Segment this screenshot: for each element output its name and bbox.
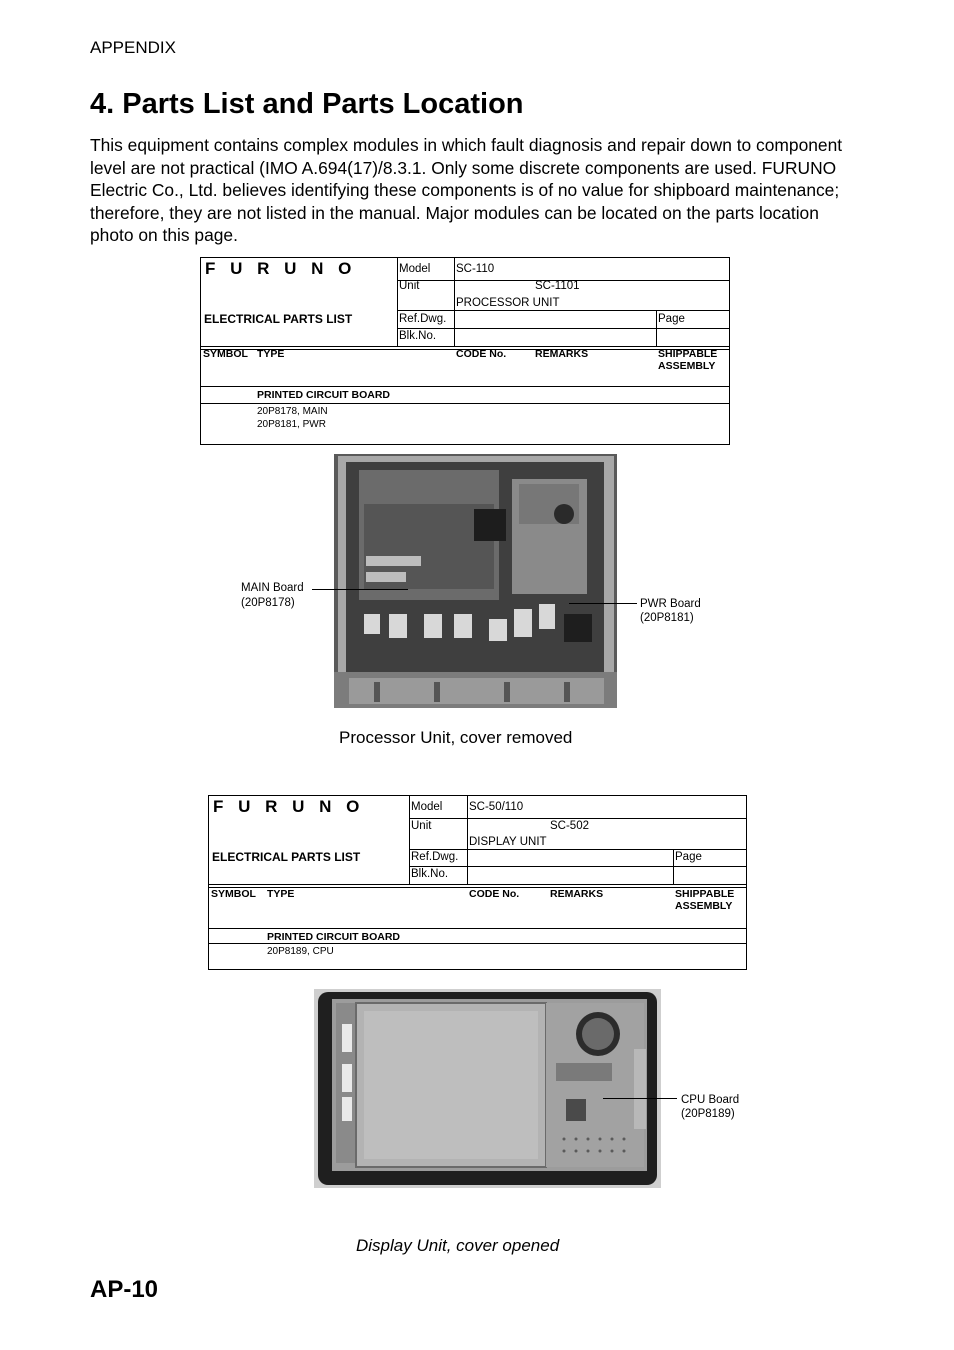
col-type: TYPE: [267, 888, 295, 900]
pcb-section-label: PRINTED CIRCUIT BOARD: [257, 389, 390, 401]
parts-list-heading: ELECTRICAL PARTS LIST: [204, 312, 353, 326]
col-shippable: SHIPPABLE: [658, 348, 718, 360]
display-unit-photo: [314, 989, 661, 1188]
page-title: 4. Parts List and Parts Location: [90, 88, 524, 120]
pwr-board-code: (20P8181): [640, 612, 694, 624]
section-header: APPENDIX: [90, 38, 176, 57]
list-item: 20P8181, PWR: [257, 419, 326, 430]
list-item: 20P8178, MAIN: [257, 406, 328, 417]
intro-paragraph: This equipment contains complex modules in which fault diagnosis and repair down to component level are not practical (IMO A.694(17)/8.3.1. Only some discrete components are used. FURUNO Electric Co., Ltd. believes identifying these components is of no value for shipboard maintenance; therefore, they are not listed in the manual. Major modules can be located on the parts location photo on this page.: [90, 135, 843, 246]
col-assembly: ASSEMBLY: [658, 360, 716, 372]
col-code: CODE No.: [456, 348, 507, 360]
col-code: CODE No.: [469, 888, 520, 900]
page-label: Page: [658, 313, 685, 325]
display-unit-illustration: [314, 989, 661, 1188]
processor-unit-photo: [334, 454, 617, 708]
processor-unit-caption: Processor Unit, cover removed: [339, 728, 573, 747]
col-symbol: SYMBOL: [203, 348, 248, 360]
unit-code: SC-502: [550, 820, 589, 832]
parts-list-table-display: [208, 795, 747, 970]
col-symbol: SYMBOL: [211, 888, 256, 900]
display-unit-caption: Display Unit, cover opened: [356, 1236, 560, 1255]
unit-name: PROCESSOR UNIT: [456, 297, 560, 309]
processor-unit-illustration: [334, 454, 617, 708]
refdwg-label: Ref.Dwg.: [411, 851, 459, 863]
pwr-board-label: PWR Board: [640, 598, 701, 610]
model-value: SC-110: [456, 263, 495, 275]
blkno-label: Blk.No.: [411, 868, 449, 880]
model-label: Model: [399, 263, 431, 275]
unit-code: SC-1101: [535, 280, 580, 292]
col-remarks: REMARKS: [550, 888, 604, 900]
parts-list-table-processor: [200, 257, 730, 445]
cpu-board-code: (20P8189): [681, 1108, 735, 1120]
unit-label: Unit: [399, 280, 420, 292]
furuno-logo: F U R U N O: [213, 797, 365, 816]
cpu-board-label: CPU Board: [681, 1094, 740, 1106]
main-board-code: (20P8178): [241, 597, 295, 609]
list-item: 20P8189, CPU: [267, 946, 334, 957]
page-number: AP-10: [90, 1276, 159, 1303]
col-shippable: SHIPPABLE: [675, 888, 735, 900]
pcb-section-label: PRINTED CIRCUIT BOARD: [267, 931, 400, 943]
col-assembly: ASSEMBLY: [675, 900, 733, 912]
blkno-label: Blk.No.: [399, 330, 437, 342]
model-value: SC-50/110: [469, 801, 524, 813]
furuno-logo: F U R U N O: [205, 259, 357, 278]
model-label: Model: [411, 801, 443, 813]
main-board-label: MAIN Board: [241, 582, 304, 594]
refdwg-label: Ref.Dwg.: [399, 313, 447, 325]
unit-label: Unit: [411, 820, 432, 832]
unit-name: DISPLAY UNIT: [469, 836, 547, 848]
col-type: TYPE: [257, 348, 285, 360]
page-label: Page: [675, 851, 702, 863]
col-remarks: REMARKS: [535, 348, 589, 360]
parts-list-heading: ELECTRICAL PARTS LIST: [212, 850, 361, 864]
